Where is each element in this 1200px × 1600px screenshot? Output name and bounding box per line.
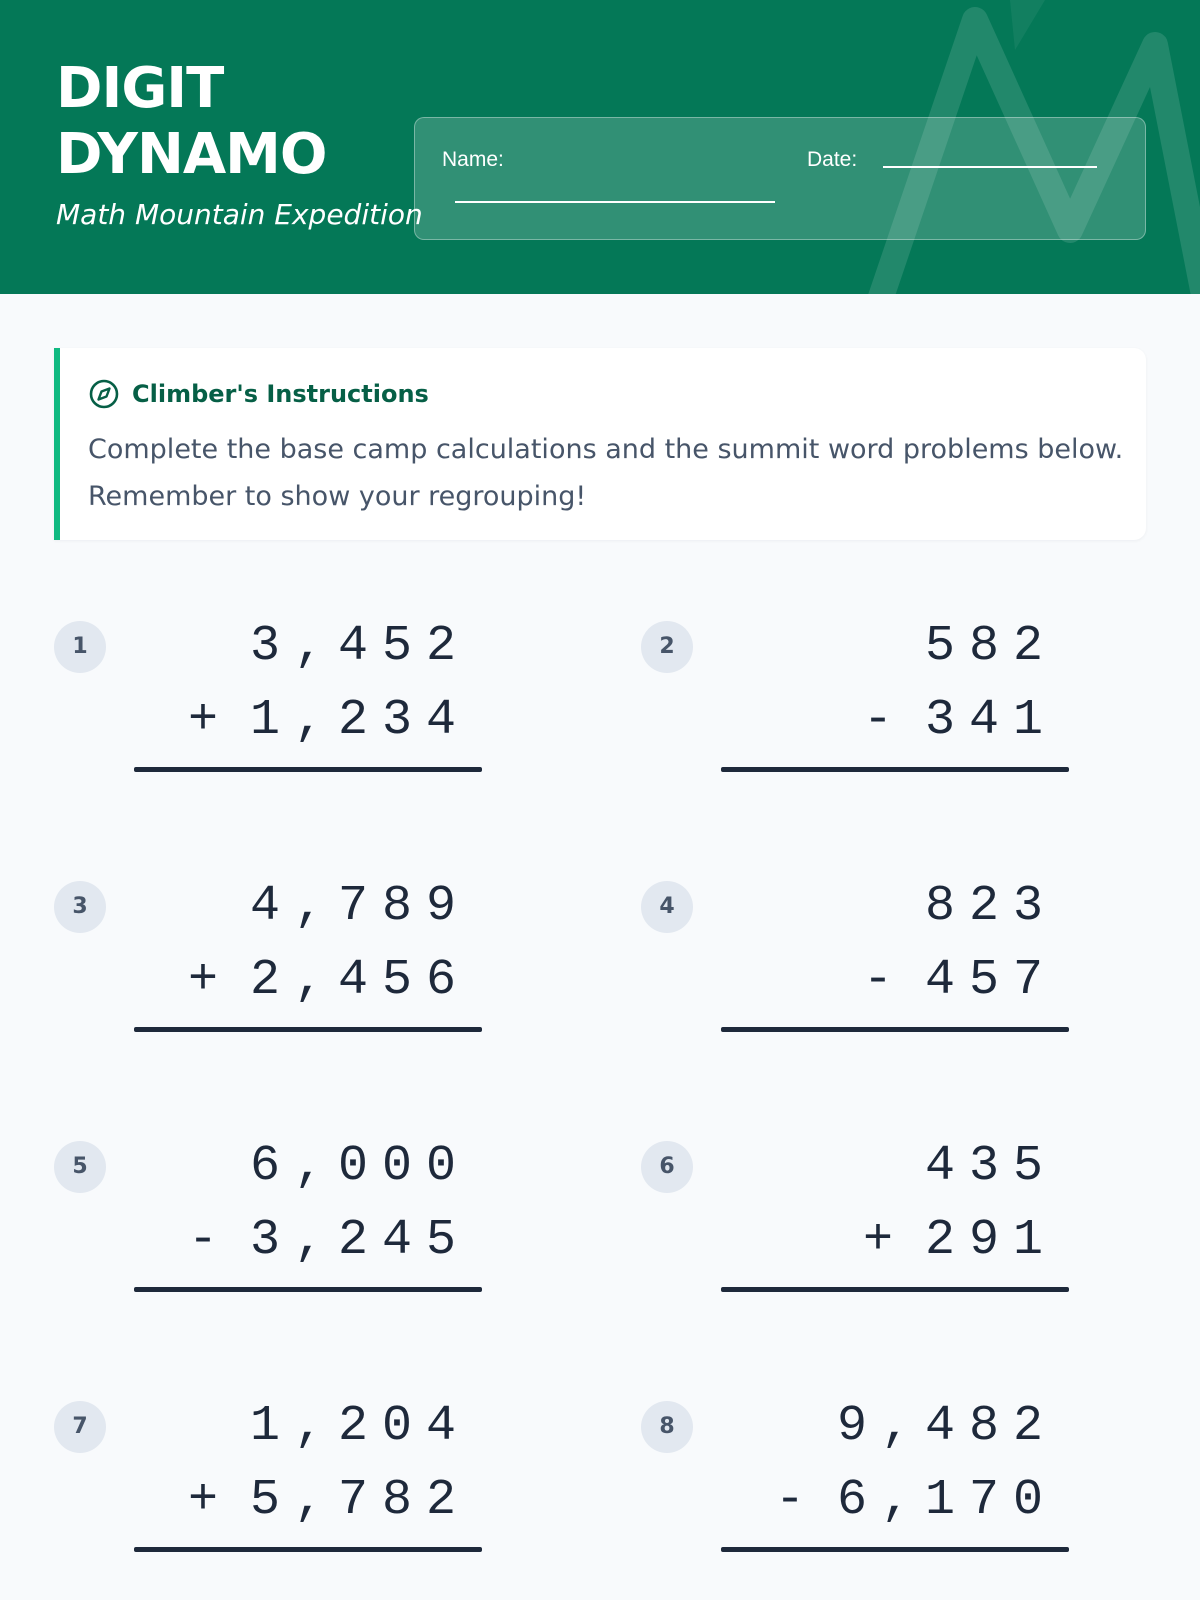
problem-number: 4 [641,881,693,933]
bottom-operand [727,951,1057,1011]
top-operand: 4,789 [249,878,470,935]
problem-3 [54,878,494,1051]
student-info-box [414,117,1146,240]
instructions-heading [88,378,429,410]
top-operand: 6,000 [249,1138,470,1195]
top-operand: 435 [924,1138,1057,1195]
top-operand: 1,204 [249,1398,470,1455]
bottom-operand [727,1211,1057,1271]
top-operand: 9,482 [836,1398,1057,1455]
operator: - [862,692,907,749]
problem-number: 3 [54,881,106,933]
answer-line[interactable] [134,1027,482,1032]
problem-8 [641,1398,1081,1571]
bottom-operand [140,951,470,1011]
problem-number: 7 [54,1401,106,1453]
bottom-operand [140,1211,470,1271]
operator: + [187,952,232,1009]
instructions-title: Climber's Instructions [132,380,429,408]
bottom-value: 3,245 [249,1212,470,1269]
date-field[interactable] [883,166,1097,168]
problem-number: 1 [54,621,106,673]
bottom-value: 341 [924,692,1057,749]
problem-number: 6 [641,1141,693,1193]
answer-line[interactable] [134,1547,482,1552]
bottom-value: 5,782 [249,1472,470,1529]
top-operand: 823 [924,878,1057,935]
instructions-text: Complete the base camp calculations and the summit word problems below. Remember to show your regrouping! [88,434,1124,512]
title-line-2: DYNAMO [56,122,327,187]
problem-number: 2 [641,621,693,673]
answer-line[interactable] [721,1027,1069,1032]
worksheet-header [0,0,1200,294]
instructions-card [54,348,1146,540]
bottom-operand [727,1471,1057,1531]
operator: + [187,692,232,749]
bottom-value: 1,234 [249,692,470,749]
operator: + [187,1472,232,1529]
problem-6 [641,1138,1081,1311]
answer-line[interactable] [134,767,482,772]
problem-5 [54,1138,494,1311]
title-line-1: DIGIT [56,56,224,121]
answer-line[interactable] [134,1287,482,1292]
bottom-value: 291 [924,1212,1057,1269]
answer-line[interactable] [721,1547,1069,1552]
answer-line[interactable] [721,767,1069,772]
answer-line[interactable] [721,1287,1069,1292]
bottom-operand [140,1471,470,1531]
problem-4 [641,878,1081,1051]
operator: - [862,952,907,1009]
operator: - [774,1472,819,1529]
problem-number: 8 [641,1401,693,1453]
page-title [56,56,327,188]
bottom-value: 457 [924,952,1057,1009]
name-field[interactable] [455,201,775,203]
top-operand: 3,452 [249,618,470,675]
operator: - [187,1212,232,1269]
problem-1 [54,618,494,791]
date-label: Date: [807,148,858,171]
compass-icon [88,378,120,410]
bottom-value: 6,170 [836,1472,1057,1529]
bottom-operand [140,691,470,751]
top-operand: 582 [924,618,1057,675]
operator: + [862,1212,907,1269]
bottom-value: 2,456 [249,952,470,1009]
problem-number: 5 [54,1141,106,1193]
bottom-operand [727,691,1057,751]
problem-2 [641,618,1081,791]
name-label: Name: [442,148,504,171]
page-subtitle: Math Mountain Expedition [56,198,423,231]
problem-7 [54,1398,494,1571]
